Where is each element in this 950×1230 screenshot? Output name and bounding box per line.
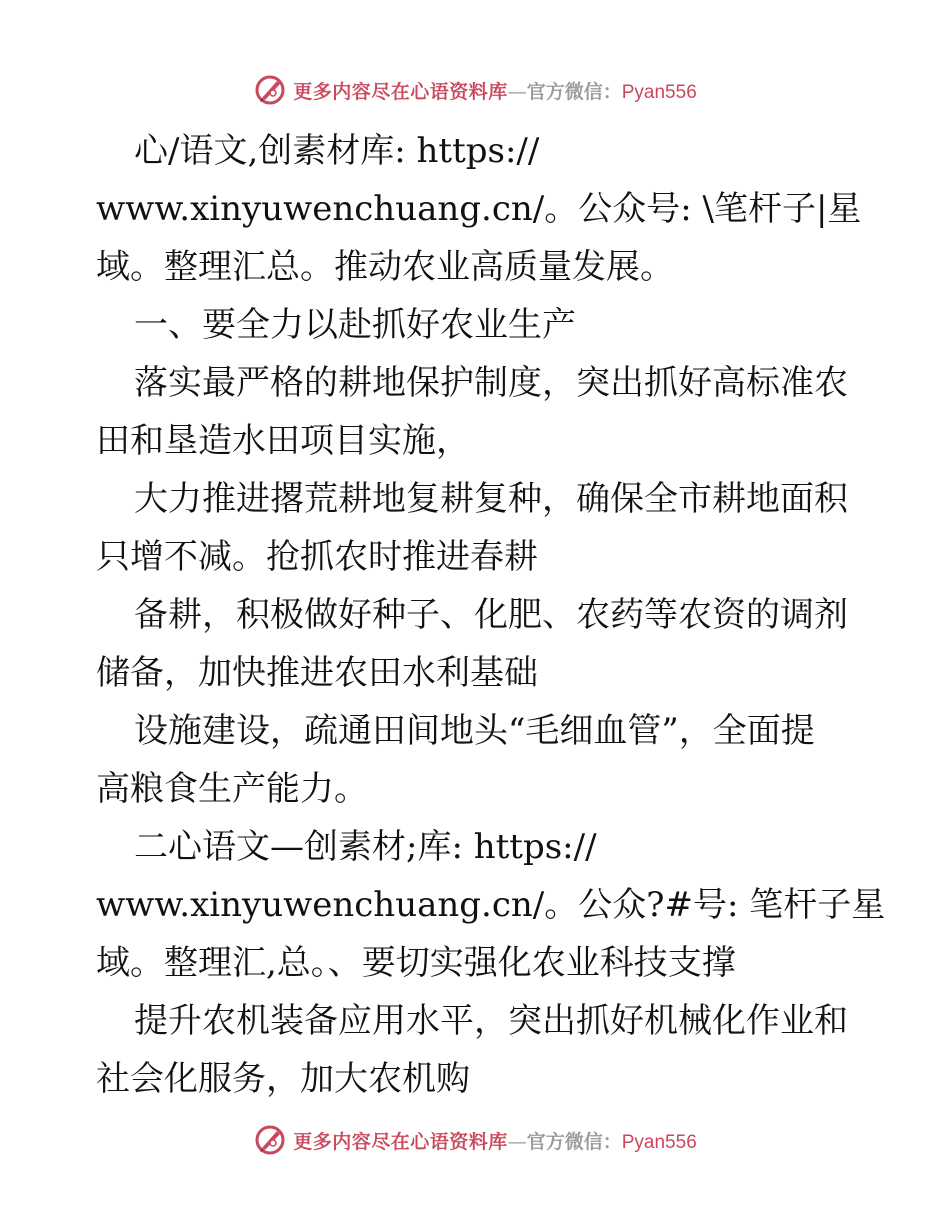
quill-logo-icon [253, 1123, 287, 1157]
banner-main-text: 更多内容尽在心语资料库 [293, 1130, 508, 1153]
text-line: 备耕，积极做好种子、化肥、农药等农资的调剂 [134, 595, 848, 635]
header-banner-text [293, 77, 697, 104]
banner-main-text: 更多内容尽在心语资料库 [293, 80, 508, 103]
document-body [96, 122, 886, 1108]
text-line: 提升农机装备应用水平，突出抓好机械化作业和 [134, 1001, 848, 1041]
text-line: www.xinyuwenchuang.cn/。公众号: \笔杆子|星 [96, 189, 862, 229]
text-line: 二心语文—创素材;库: https:// [134, 827, 597, 867]
text-line: 大力推进撂荒耕地复耕复种，确保全市耕地面积 [134, 479, 848, 519]
footer-banner [0, 1120, 950, 1160]
text-line: 只增不减。抢抓农时推进春耕 [96, 537, 538, 577]
quill-logo-icon [253, 73, 287, 107]
banner-wechat-label: 官方微信： [526, 80, 622, 103]
header-banner [0, 70, 950, 110]
text-line: 一、要全力以赴抓好农业生产 [134, 305, 576, 345]
banner-wechat-label: 官方微信： [526, 1130, 622, 1153]
text-line: 田和垦造水田项目实施， [96, 421, 470, 461]
banner-separator: — [507, 80, 527, 103]
text-line: 域。整理汇总。推动农业高质量发展。 [96, 247, 674, 287]
text-line: www.xinyuwenchuang.cn/。公众?#号: 笔杆子星 [96, 885, 886, 925]
text-line: 高粮食生产能力。 [96, 769, 368, 809]
text-line: 社会化服务，加大农机购 [96, 1059, 470, 1099]
text-line: 落实最严格的耕地保护制度，突出抓好高标准农 [134, 363, 848, 403]
banner-wechat-id: Pyan556 [621, 81, 697, 103]
text-line: 设施建设，疏通田间地头“毛细血管”，全面提 [134, 711, 815, 751]
footer-banner-text [293, 1127, 697, 1154]
text-line: 域。整理汇,总。、要切实强化农业科技支撑 [96, 943, 736, 983]
text-line: 储备，加快推进农田水利基础 [96, 653, 538, 693]
banner-wechat-id: Pyan556 [621, 1131, 697, 1153]
text-line: 心/语文,创素材库: https:// [134, 131, 540, 171]
banner-separator: — [507, 1130, 527, 1153]
